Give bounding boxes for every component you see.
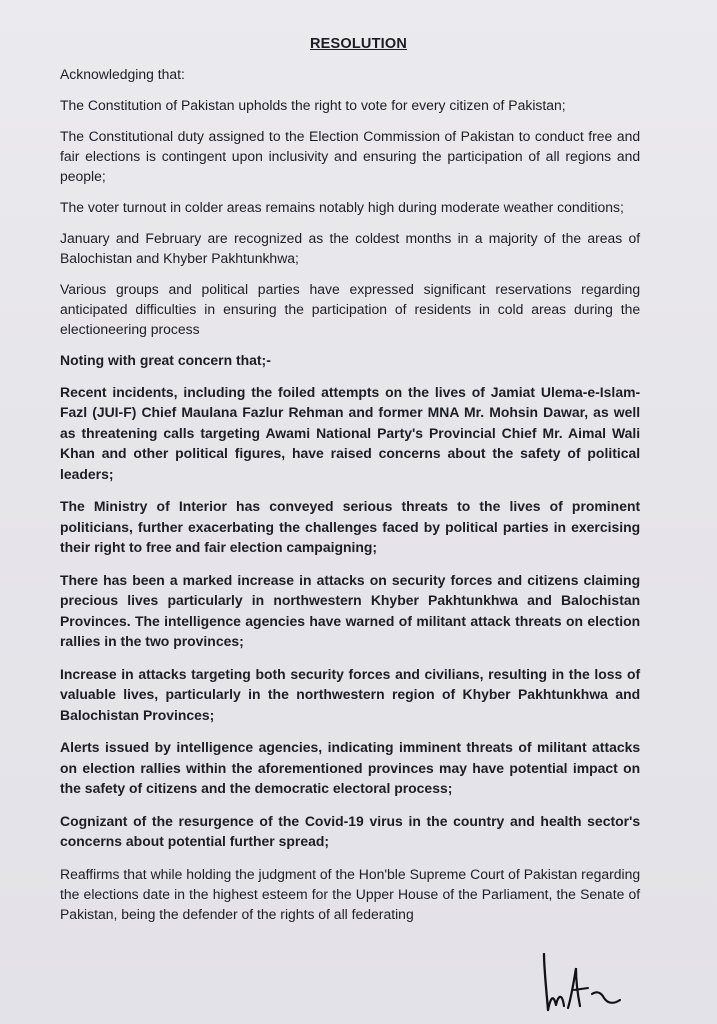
paragraph-increase-attacks: Increase in attacks targeting both security forces and civilians, resulting in the loss of valuable lives, particularly in the northwestern region of Khyber Pakhtunkhwa and Balochistan Provinces; [60,665,641,723]
paragraph-ministry-interior: The Ministry of Interior has conveyed serious threats to the lives of prominent politicians, further exacerbating the challenges faced by political parties in exercising their right to free and fair election campaigning; [60,498,641,555]
paragraph-election-commission-duty: The Constitutional duty assigned to the Election Commission of Pakistan to conduct free and fair elections is contingent upon inclusivity and ensuring the participation of all regions and people; [60,128,641,184]
paragraph-reaffirms: Reaffirms that while holding the judgment of the Hon'ble Supreme Court of Pakistan regarding the elections date in the highest esteem for the Upper House of the Parliament, the Senate of Pakistan, being the defender of the rights of all federating [60,865,641,922]
paragraph-intelligence-alerts: Alerts issued by intelligence agencies, indicating imminent threats of militant attacks on election rallies within the aforementioned provinces may have potential impact on the safety of citizens and the democratic electoral process; [60,739,641,796]
paragraph-noting-heading: Noting with great concern that;- [60,352,271,368]
paragraph-acknowledging-heading: Acknowledging that: [60,66,185,82]
paragraph-voter-turnout: The voter turnout in colder areas remains notably high during moderate weather conditions; [60,199,624,215]
paragraph-recent-incidents: Recent incidents, including the foiled attempts on the lives of Jamiat Ulema-e-Islam-Fazl (JUI-F) Chief Maulana Fazlur Rehman and former MNA Mr. Mohsin Dawar, as well as threatening calls targeting Awami National Party's Provincial Chief Mr. Aimal Wali Khan and other political figures, have raised concerns about the safety of political leaders; [60,383,641,482]
paragraph-coldest-months: January and February are recognized as the coldest months in a majority of the areas of Balochistan and Khyber Pakhtunkhwa; [60,230,641,266]
document-title: RESOLUTION [309,36,408,52]
paragraph-covid-resurgence: Cognizant of the resurgence of the Covid-19 virus in the country and health sector's concerns about potential further spread; [60,812,641,849]
document-body [60,64,646,935]
paragraph-constitution-vote: The Constitution of Pakistan upholds the right to vote for every citizen of Pakistan; [60,97,566,113]
paragraph-party-reservations: Various groups and political parties have expressed significant reservations regarding anticipated difficulties in ensuring the participation of residents in cold areas during the electioneering process [60,281,641,337]
signature-mark [526,948,636,1022]
paragraph-marked-increase: There has been a marked increase in attacks on security forces and citizens claiming precious lives particularly in northwestern Khyber Pakhtunkhwa and Balochistan Provinces. The intelligence agencies have warned of militant attack threats on election rallies in the two provinces; [60,571,641,649]
